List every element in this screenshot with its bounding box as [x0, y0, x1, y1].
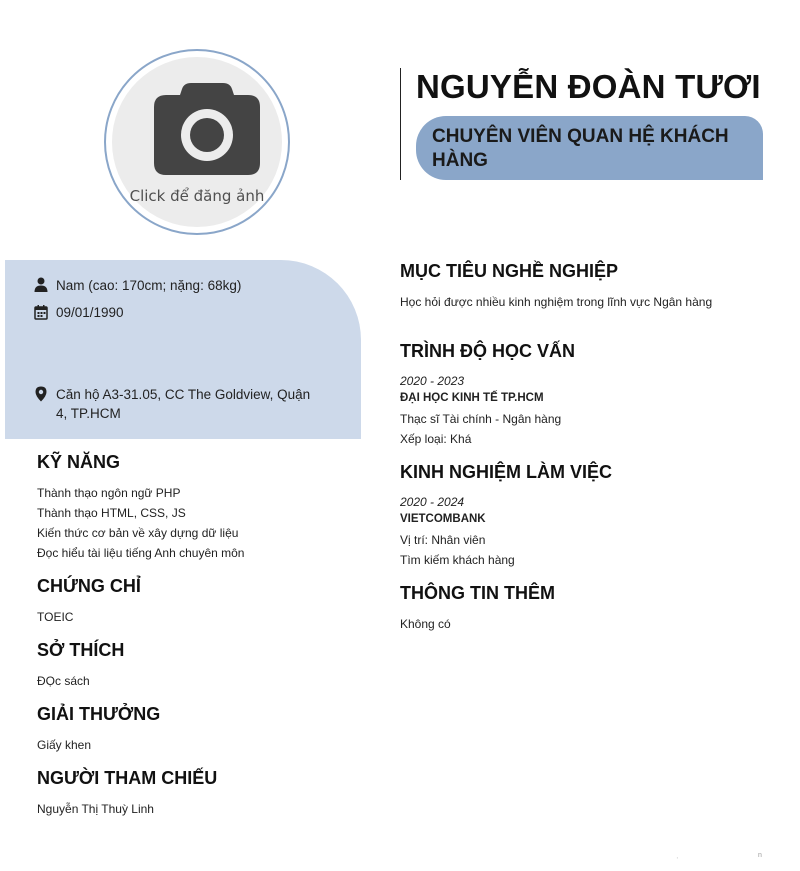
certificate-item: TOEIC — [37, 610, 74, 624]
full-name: NGUYỄN ĐOÀN TƯƠI — [416, 68, 761, 105]
address: Căn hộ A3-31.05, CC The Goldview, Quận 4, TP.HCM — [56, 387, 311, 421]
header-divider — [400, 68, 401, 180]
award-item: Giấy khen — [37, 738, 92, 752]
gender-info-row — [34, 276, 321, 295]
location-pin-icon — [34, 386, 48, 402]
avatar-placeholder — [112, 57, 282, 227]
education-grade: Xếp loại: Khá — [400, 432, 472, 446]
references-heading: NGƯỜI THAM CHIẾU — [37, 768, 218, 788]
skills-heading: KỸ NĂNG — [37, 452, 121, 472]
birthday: 09/01/1990 — [56, 305, 124, 320]
hobby-item: ĐỌc sách — [37, 674, 90, 688]
experience-duty: Tìm kiếm khách hàng — [400, 553, 515, 567]
education-degree: Thạc sĩ Tài chính - Ngân hàng — [400, 412, 562, 426]
certificates-heading: CHỨNG CHỈ — [37, 576, 141, 596]
experience-period: 2020 - 2024 — [400, 495, 465, 509]
education-heading: TRÌNH ĐỘ HỌC VẤN — [400, 341, 575, 361]
education-period: 2020 - 2023 — [400, 374, 465, 388]
avatar-upload[interactable] — [104, 49, 290, 235]
footer-mark-left: ˌ — [676, 852, 679, 859]
additional-info-heading: THÔNG TIN THÊM — [400, 583, 555, 603]
reference-item: Nguyễn Thị Thuỳ Linh — [37, 802, 154, 816]
objective-heading: MỤC TIÊU NGHỀ NGHIỆP — [400, 261, 619, 281]
skill-item: Kiến thức cơ bản về xây dựng dữ liệu — [37, 526, 239, 540]
address-row — [34, 385, 321, 423]
job-title: CHUYÊN VIÊN QUAN HỆ KHÁCH HÀNG — [432, 126, 729, 171]
upload-photo-caption: Click để đăng ảnh — [129, 187, 265, 205]
hobbies-heading: SỞ THÍCH — [37, 640, 125, 660]
calendar-icon — [34, 304, 48, 320]
job-title-banner — [416, 116, 763, 180]
awards-heading: GIẢI THƯỞNG — [37, 704, 161, 724]
footer-mark-right: n — [758, 852, 762, 859]
skill-item: Thành thạo HTML, CSS, JS — [37, 506, 186, 520]
birthday-row — [34, 303, 321, 322]
experience-company: VIETCOMBANK — [400, 513, 486, 525]
person-icon — [34, 277, 48, 293]
experience-heading: KINH NGHIỆM LÀM VIỆC — [400, 462, 613, 482]
gender-info: Nam (cao: 170cm; nặng: 68kg) — [56, 278, 242, 293]
education-school: ĐẠI HỌC KINH TẾ TP.HCM — [400, 392, 544, 404]
additional-info-text: Không có — [400, 617, 451, 631]
skill-item: Đọc hiểu tài liệu tiếng Anh chuyên môn — [37, 546, 245, 560]
skill-item: Thành thạo ngôn ngữ PHP — [37, 486, 181, 500]
experience-position: Vị trí: Nhân viên — [400, 533, 486, 547]
objective-text: Học hỏi được nhiều kinh nghiệm trong lĩnh vực Ngân hàng — [400, 295, 713, 309]
camera-icon — [154, 83, 260, 175]
